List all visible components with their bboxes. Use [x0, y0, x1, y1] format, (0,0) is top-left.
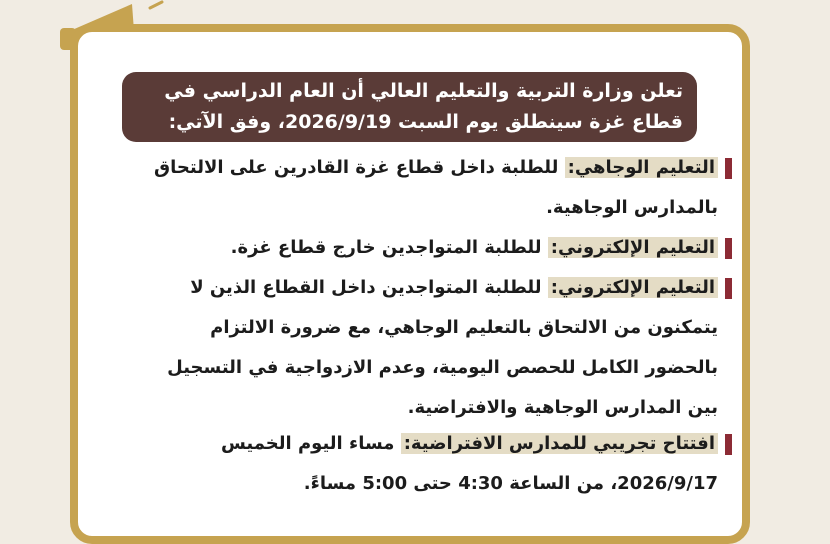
list-item: [118, 424, 718, 504]
announcement-heading: [122, 72, 697, 142]
item-text: بين المدارس الوجاهية والافتراضية.: [407, 397, 718, 418]
item-text: بالحضور الكامل للحصص اليومية، وعدم الازدواجية في التسجيل: [167, 357, 718, 378]
item-label: التعليم الوجاهي:: [565, 157, 718, 178]
list-item: [118, 268, 718, 428]
item-text: 2026/9/17، من الساعة 4:30 حتى 5:00 مساءً.: [303, 473, 718, 494]
item-text: بالمدارس الوجاهية.: [546, 197, 718, 218]
item-text: مساء اليوم الخميس: [220, 433, 401, 454]
item-text: للطلبة المتواجدين خارج قطاع غزة.: [230, 237, 548, 258]
item-text: للطلبة داخل قطاع غزة القادرين على الالتحاق: [154, 157, 565, 178]
bullet-marker: [725, 158, 732, 179]
bullet-marker: [725, 434, 732, 455]
item-label: افتتاح تجريبي للمدارس الافتراضية:: [401, 433, 718, 454]
item-text: للطلبة المتواجدين داخل القطاع الذين لا: [190, 277, 548, 298]
item-label: التعليم الإلكتروني:: [548, 277, 718, 298]
item-text: يتمكنون من الالتحاق بالتعليم الوجاهي، مع ضرورة الالتزام: [210, 317, 718, 338]
item-label: التعليم الإلكتروني:: [548, 237, 718, 258]
heading-line-1: تعلن وزارة التربية والتعليم العالي أن العام الدراسي في: [164, 80, 683, 102]
heading-line-2: قطاع غزة سينطلق يوم السبت 2026/9/19، وفق الآتي:: [168, 111, 683, 133]
bullet-marker: [725, 238, 732, 259]
list-item: [118, 228, 718, 268]
list-item: [118, 148, 718, 228]
bullet-marker: [725, 278, 732, 299]
